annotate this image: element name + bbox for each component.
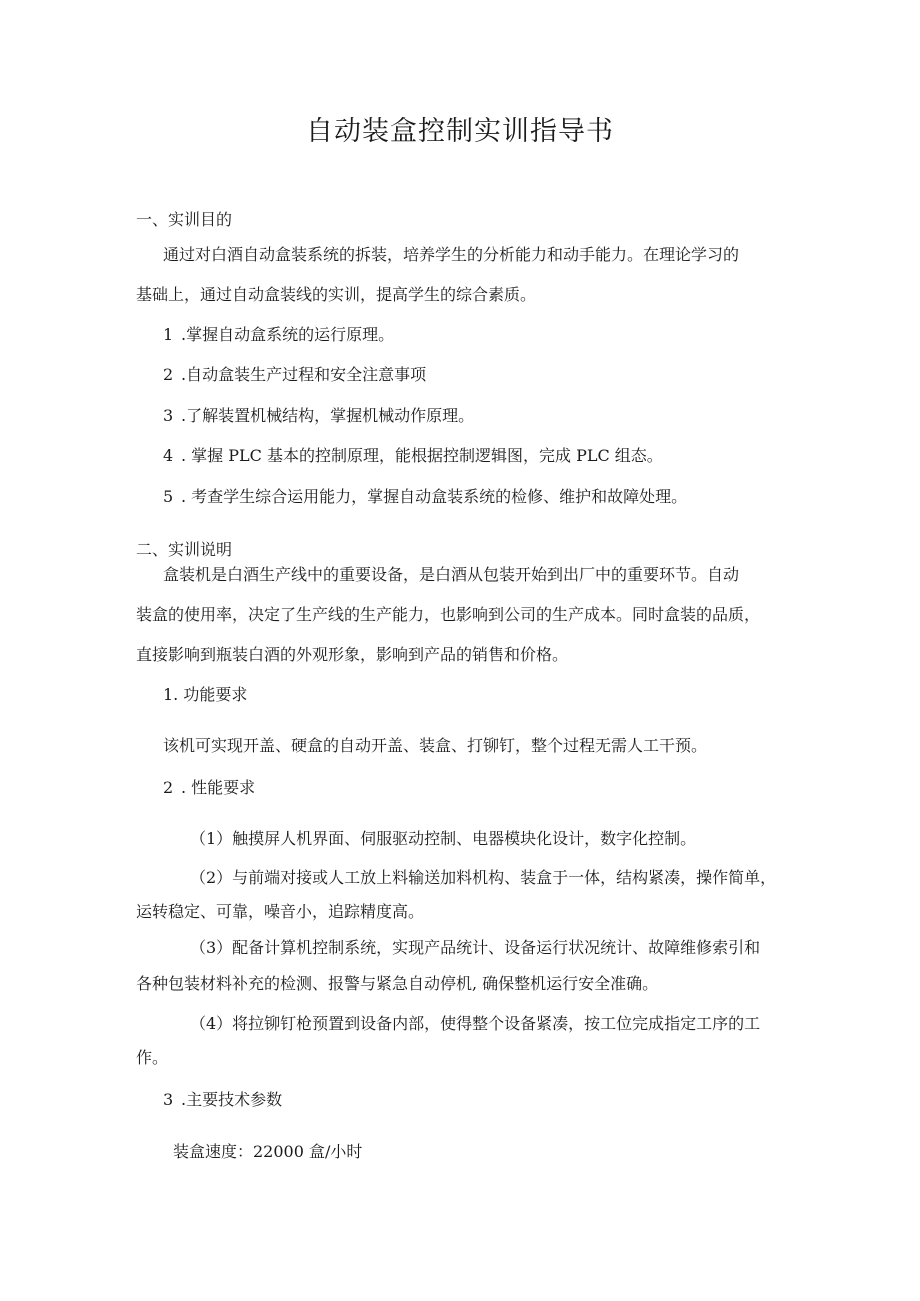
purpose-list-item: [163, 363, 426, 387]
list-item-number: 2: [163, 778, 174, 797]
document-title: 自动装盒控制实训指导书: [306, 116, 614, 147]
list-item-text: . 性能要求: [181, 778, 256, 797]
list-item-text: .自动盒装生产过程和安全注意事项: [181, 365, 427, 384]
function-requirements-heading: 1. 功能要求: [163, 685, 248, 704]
performance-item-3-line-1: （3）配备计算机控制系统，实现产品统计、设备运行状况统计、故障维修索引和: [190, 938, 761, 957]
list-item-number: 3: [163, 1090, 174, 1109]
purpose-list-item: [163, 444, 663, 468]
performance-requirements-heading: [163, 776, 255, 800]
section-heading-purpose: 一、实训目的: [136, 210, 233, 229]
list-item-text: .掌握自动盒系统的运行原理。: [181, 325, 395, 344]
purpose-paragraph-line-1: 通过对白酒自动盒装系统的拆装，培养学生的分析能力和动手能力。在理论学习的: [163, 245, 740, 264]
purpose-list-item: [163, 485, 687, 509]
performance-item-4-line-1: （4）将拉铆钉枪预置到设备内部，使得整个设备紧凑，按工位完成指定工序的工: [190, 1014, 761, 1033]
section-heading-description: 二、实训说明: [136, 540, 233, 559]
purpose-list-item: [163, 323, 394, 347]
list-item-text: . 考查学生综合运用能力，掌握自动盒装系统的检修、维护和故障处理。: [181, 487, 688, 506]
list-item-number: 1: [163, 325, 174, 344]
list-item-text: .主要技术参数: [181, 1090, 283, 1109]
list-item-number: 5: [163, 487, 174, 506]
function-requirements-text: 该机可实现开盖、硬盒的自动开盖、装盒、打铆钉，整个过程无需人工干预。: [163, 736, 708, 755]
performance-item-2-line-2: 运转稳定、可靠，噪音小，追踪精度高。: [136, 902, 425, 921]
list-item-number: 2: [163, 365, 174, 384]
purpose-list-item: [163, 404, 474, 428]
list-item-number: 4: [163, 446, 174, 465]
technical-parameters-heading: [163, 1088, 282, 1112]
performance-item-2-line-1: （2）与前端对接或人工放上料输送加料机构、装盒于一体，结构紧凑，操作简单，: [190, 868, 777, 887]
performance-item-4-line-2: 作。: [136, 1048, 169, 1067]
performance-item-3-line-2: 各种包装材料补充的检测、报警与紧急自动停机, 确保整机运行安全准确。: [136, 974, 659, 993]
list-item-number: 3: [163, 406, 174, 425]
performance-item-1: （1）触摸屏人机界面、伺服驱动控制、电器模块化设计，数字化控制。: [190, 829, 697, 848]
list-item-text: . 掌握 PLC 基本的控制原理，能根据控制逻辑图，完成 PLC 组态。: [181, 446, 663, 465]
description-paragraph-line-1: 盒装机是白酒生产线中的重要设备，是白酒从包装开始到出厂中的重要环节。自动: [163, 565, 740, 584]
description-paragraph-line-2: 装盒的使用率，决定了生产线的生产能力，也影响到公司的生产成本。同时盒装的品质，: [136, 605, 761, 624]
parameter-boxing-speed: 装盒速度：22000 盒/小时: [173, 1142, 363, 1161]
purpose-paragraph-line-2: 基础上，通过自动盒装线的实训，提高学生的综合素质。: [136, 285, 537, 304]
description-paragraph-line-3: 直接影响到瓶装白酒的外观形象，影响到产品的销售和价格。: [136, 645, 569, 664]
list-item-text: .了解装置机械结构，掌握机械动作原理。: [181, 406, 475, 425]
